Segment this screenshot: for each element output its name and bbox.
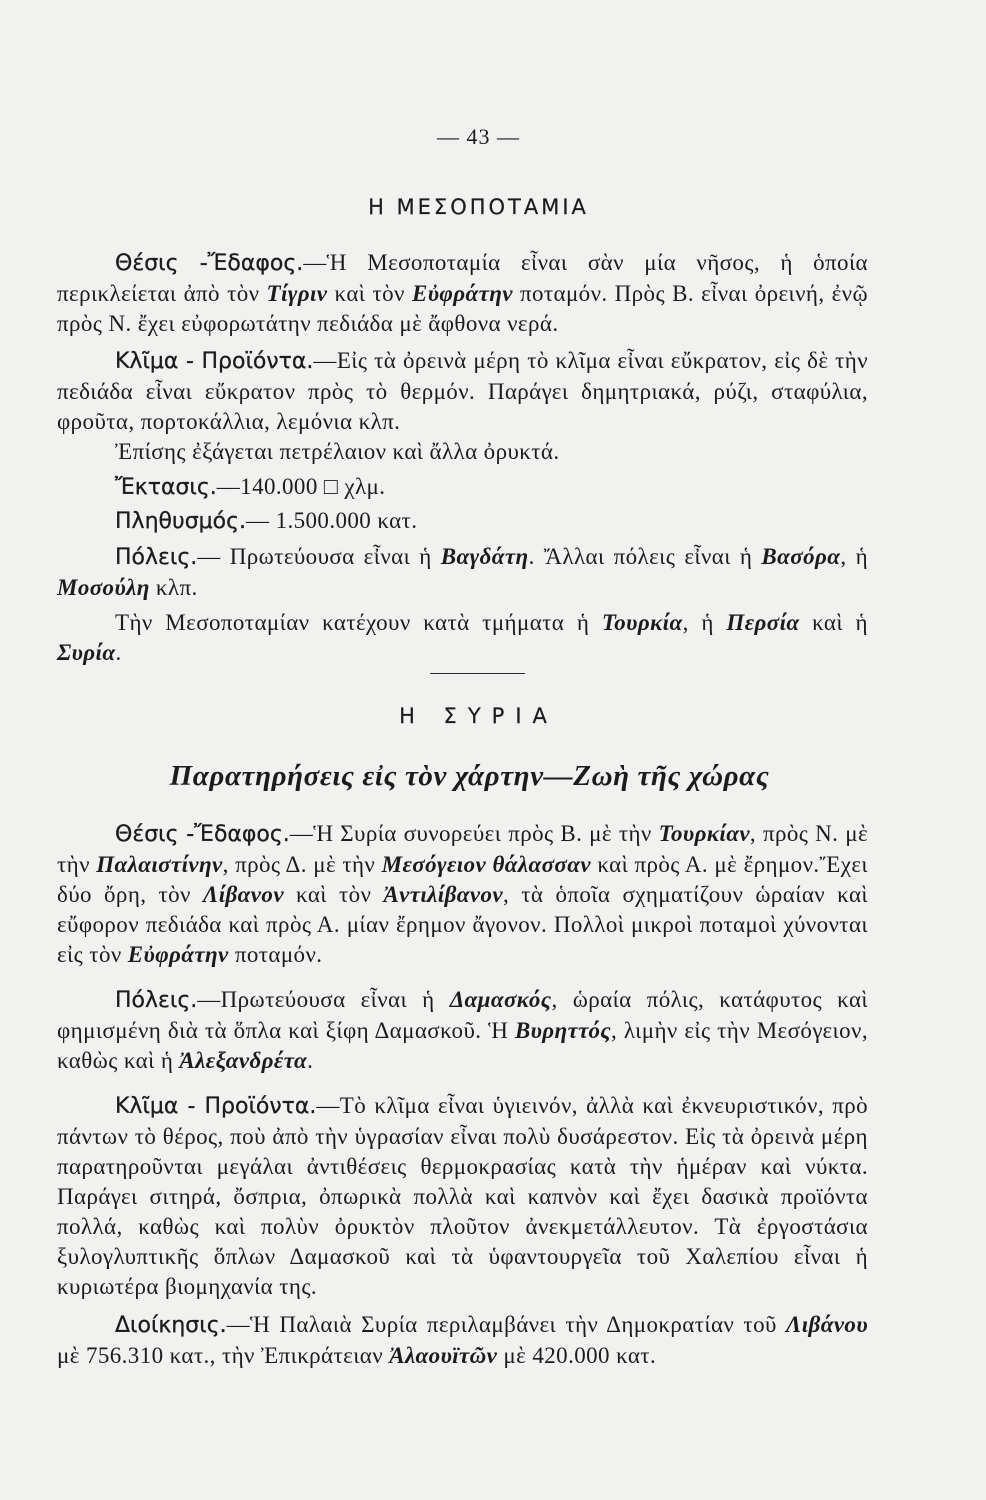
paragraph-syria-position (57, 819, 868, 970)
paragraph-text: Τὴν Μεσοποταμίαν κατέχουν κατὰ τμήματα ἡ (115, 610, 602, 635)
section-title-mesopotamia: Η ΜΕΣΟΠΟΤΑΜΙΑ (368, 195, 589, 219)
section-divider (430, 673, 525, 674)
place-name: Βαγδάτη (440, 544, 529, 569)
paragraph-text: —Ἡ Παλαιὰ Συρία περιλαμβάνει τὴν Δημοκρατίαν τοῦ (226, 1312, 786, 1337)
paragraph-text: καὶ πρὸς Α. μὲ ἔρημον.Ἔχει δύο ὄρη, τὸν (57, 852, 868, 907)
paragraph-text: καὶ τὸν (327, 281, 412, 306)
paragraph-text: κλπ. (149, 575, 198, 600)
square-symbol: □ (323, 474, 339, 499)
place-name: Μεσόγειον θάλασσαν (381, 852, 591, 877)
place-name: Δαμασκός (449, 987, 552, 1012)
paragraph-heading: Κλῖμα - Προϊόντα. (115, 1094, 317, 1119)
paragraph-syria-cities (57, 985, 868, 1076)
paragraph-text: χλμ. (338, 474, 386, 499)
section-subtitle: Παρατηρήσεις εἰς τὸν χάρτην—Ζωὴ τῆς χώρας (169, 760, 770, 792)
paragraph-text: —Τὸ κλῖμα εἶναι ὑγιεινόν, ἀλλὰ καὶ ἐκνευριστικόν, πρὸ πάντων τὸ θέρος, ποὺ ἀπὸ τὴν ὑγρασίαν εἶναι πολὺ δυσάρεστον. Εἰς τὰ ὀρεινὰ μέρη παρατηροῦνται μεγάλαι ἀντιθέσεις θερμοκρασίας κατὰ τὴν ἡμέραν καὶ νύκτα. Παράγει σιτηρά, ὄσπρια, ὀπωρικὰ πολλὰ καὶ καπνὸν καὶ ἔχει δασικὰ προϊόντα πολλά, καθὼς καὶ πολὺν ὀρυκτὸν πλοῦτον ἀνεκμετάλλευτον. Τὰ ἐργοστάσια ξυλογλυπτικῆς ὅπλων Δαμασκοῦ καὶ τὰ ὑφαντουργεῖα τοῦ Χαλεπίου εἶναι ἡ κυριωτέρα βιομηχανία της. (57, 1093, 868, 1299)
place-name: Ἀντιλίβανον (383, 882, 504, 907)
paragraph-text: ποταμόν. (228, 942, 323, 967)
paragraph-text: — 1.500.000 κατ. (246, 508, 418, 533)
paragraph-text: —Εἰς τὰ ὀρεινὰ μέρη τὸ κλῖμα εἶναι εὔκρατον, εἰς δὲ τὴν πεδιάδα εἶναι εὔκρατον πρὸς τὸ θερμόν. Παράγει δημητριακά, ρύζι, σταφύλια, φροῦτα, πορτοκάλλια, λεμόνια κλπ. (57, 348, 869, 434)
paragraph-text: ποταμόν. Πρὸς Β. εἶναι ὀρεινή, ἐνῷ πρὸς Ν. ἔχει εὐφορωτάτην πεδιάδα μὲ ἄφθονα νερά. (57, 281, 869, 336)
place-name: Τουρκία (601, 610, 683, 635)
place-name: Τουρκίαν (658, 821, 750, 846)
paragraph-syria-administration (57, 1310, 868, 1371)
paragraph-text: . (115, 640, 122, 665)
page-content (57, 0, 868, 1371)
paragraph-text: , ἡ (682, 610, 727, 635)
paragraph-text: —140.000 (216, 474, 324, 499)
paragraph-text: , ὡραία πόλις, κατάφυτος καὶ φημισμένη διὰ τὰ ὅπλα καὶ ξίφη Δαμασκοῦ. Ἡ (57, 987, 868, 1043)
place-name: Εὐφράτην (127, 942, 229, 967)
paragraph-text: , πρὸς Δ. μὲ τὴν (222, 852, 382, 877)
paragraph-mesopotamia-exports: Ἐπίσης ἐξάγεται πετρέλαιον καὶ ἄλλα ὀρυκτά. (115, 439, 560, 464)
paragraph-text: , λιμὴν εἰς τὴν Μεσόγειον, καθὼς καὶ ἡ (57, 1018, 868, 1073)
paragraph-text: , τὰ ὁποῖα σχηματίζουν ὡραίαν καὶ εὔφορον πεδιάδα καὶ πρὸς Α. μίαν ἔρημον ἄγονον. Πολλοὶ μικροὶ ποταμοὶ χύνονται εἰς τὸν (57, 882, 869, 967)
paragraph-text: — Πρωτεύουσα εἶναι ἡ (197, 544, 441, 569)
paragraph-text: , ἡ (840, 544, 869, 569)
paragraph-mesopotamia-position (57, 248, 868, 339)
paragraph-text: —Ἡ Μεσοποταμία εἶναι σὰν μία νῆσος, ἡ ὁποία περικλείεται ἀπὸ τὸν (57, 250, 869, 306)
paragraph-heading: Πόλεις. (115, 988, 198, 1013)
paragraph-syria-climate (57, 1091, 868, 1302)
paragraph-text: καὶ τὸν (283, 882, 384, 907)
paragraph-heading: Ἔκτασις. (115, 475, 217, 500)
section-title-syria: Η ΣΥΡΙΑ (399, 704, 558, 728)
place-name: Βυρηττός (514, 1018, 612, 1043)
paragraph-heading: Κλῖμα - Προϊόντα. (115, 349, 314, 374)
paragraph-mesopotamia-area (57, 472, 868, 503)
paragraph-heading: Πληθυσμός. (115, 509, 247, 534)
place-name: Συρία (57, 640, 116, 665)
paragraph-text: —Ἡ Συρία συνορεύει πρὸς Β. μὲ τὴν (289, 821, 659, 846)
paragraph-text: . (307, 1048, 314, 1073)
paragraph-mesopotamia-cities (57, 542, 868, 603)
paragraph-text: καὶ ἡ (799, 610, 868, 635)
paragraph-mesopotamia-held-by (57, 608, 868, 668)
paragraph-text: , πρὸς Ν. μὲ τὴν (57, 821, 869, 877)
paragraph-heading: Πόλεις. (115, 545, 198, 570)
paragraph-text: —Πρωτεύουσα εἶναι ἡ (197, 987, 450, 1012)
paragraph-heading: Θέσις -Ἔδαφος. (115, 822, 290, 847)
place-name: Λιβάνου (785, 1312, 868, 1337)
place-name: Λίβανον (202, 882, 284, 907)
paragraph-heading: Θέσις -Ἔδαφος. (115, 251, 304, 276)
page-number: — 43 — (437, 124, 520, 149)
place-name: Περσία (726, 610, 800, 635)
paragraph-mesopotamia-population (57, 506, 868, 537)
place-name: Ἀλαουϊτῶν (389, 1343, 498, 1368)
paragraph-text: . Ἄλλαι πόλεις εἶναι ἡ (528, 544, 762, 569)
paragraph-heading: Διοίκησις. (115, 1313, 227, 1338)
paragraph-mesopotamia-climate (57, 346, 868, 437)
place-name: Εὐφράτην (411, 281, 513, 306)
place-name: Μοσούλη (57, 575, 150, 600)
place-name: Παλαιστίνην (96, 852, 223, 877)
place-name: Ἀλεξανδρέτα (179, 1048, 308, 1073)
place-name: Βασόρα (761, 544, 841, 569)
paragraph-text: μὲ 420.000 κατ. (497, 1343, 657, 1368)
paragraph-text: μὲ 756.310 κατ., τὴν Ἐπικράτειαν (57, 1343, 390, 1368)
place-name: Τίγριν (266, 281, 328, 306)
